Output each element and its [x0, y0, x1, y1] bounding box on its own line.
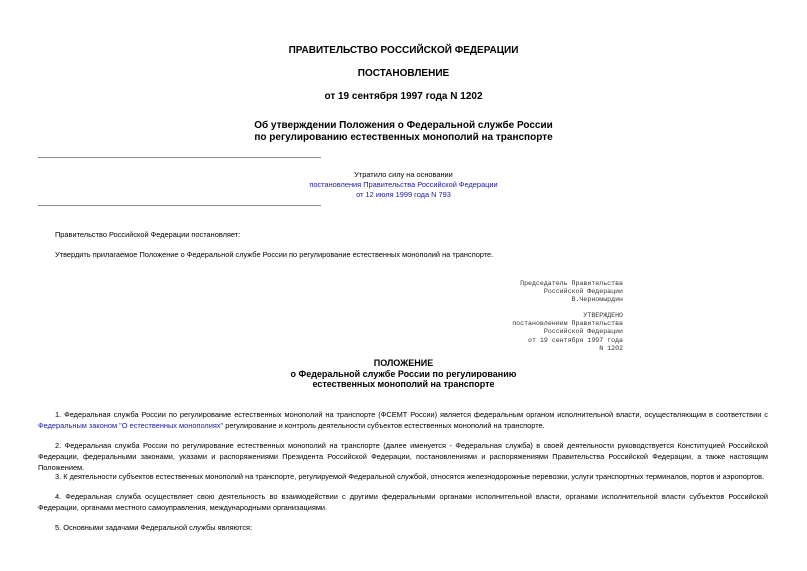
- status-divider-top: [38, 157, 321, 158]
- paragraph-3: 3. К деятельности субъектов естественных монополий на транспорте, регулируемой Федеральной службой, относятся железнодорожные перевозки, услуги транспортных терминалов, портов и аэропортов.: [55, 472, 765, 481]
- approval-line-4: от 19 сентября 1997 года: [528, 336, 623, 344]
- document-type-heading: ПОСТАНОВЛЕНИЕ: [357, 68, 450, 79]
- government-heading: ПРАВИТЕЛЬСТВО РОССИЙСКОЙ ФЕДЕРАЦИИ: [288, 45, 519, 56]
- paragraph-1: [38, 409, 768, 431]
- paragraph-1-end: регулирование и контроль деятельности субъектов естественных монополий на транспорте.: [223, 421, 545, 430]
- decision-paragraph: Утвердить прилагаемое Положение о Федеральной службе России по регулирование естественных монополий на транспорте.: [55, 250, 494, 259]
- approval-line-3: Российской Федерации: [543, 328, 623, 336]
- signature-line-2: Российской Федерации: [543, 288, 623, 296]
- federal-law-link[interactable]: Федеральным законом "О естественных монополиях": [38, 421, 224, 430]
- approval-line-1: УТВЕРЖДЕНО: [583, 312, 623, 319]
- paragraph-1-start: 1. Федеральная служба России по регулирование естественных монополий на транспорте (ФСЕМТ России) является федеральным органом исполнительной власти, осуществляющим в соответствии с: [55, 410, 768, 419]
- approval-line-5: N 1202: [599, 344, 623, 352]
- status-note-link-line-2[interactable]: от 12 июля 1999 года N 793: [356, 190, 451, 199]
- paragraph-5: 5. Основными задачами Федеральной службы являются:: [55, 523, 253, 532]
- signature-line-3: В.Черномырдин: [571, 296, 623, 304]
- approval-block: [512, 312, 623, 353]
- document-date-number: от 19 сентября 1997 года N 1202: [324, 91, 483, 102]
- intro-paragraph: Правительство Российской Федерации постановляет:: [55, 230, 241, 239]
- paragraph-4: 4. Федеральная служба осуществляет свою деятельность во взаимодействии с другими федеральными органами исполнительной власти, органами исполнительной власти субъектов Российской Федерации, органами местного самоуправления, международными организациями.: [38, 492, 768, 512]
- status-divider-bottom: [38, 205, 321, 206]
- status-note-link-line-1[interactable]: постановления Правительства Российской Федерации: [309, 180, 498, 189]
- document-title-line-1: Об утверждении Положения о Федеральной службе России: [254, 120, 553, 131]
- regulation-heading-line-2: о Федеральной службе России по регулированию: [290, 368, 517, 379]
- document-title-line-2: по регулированию естественных монополий на транспорте: [254, 132, 553, 143]
- status-note-text: Утратило силу на основании: [354, 170, 453, 179]
- regulation-heading: [0, 358, 807, 390]
- signature-block: [520, 280, 623, 305]
- paragraph-2: 2. Федеральная служба России по регулирование естественных монополий на транспорте (далее именуется - Федеральная служба) в своей деятельности руководствуется Конституцией Российской Федерации, федеральными законами, указами и распоряжениями Президента Российской Федерации, постановлениями и распоряжениями Правительства Российской Федерации, а также настоящим Положением.: [38, 441, 768, 472]
- regulation-heading-line-3: естественных монополий на транспорте: [312, 379, 495, 389]
- regulation-heading-line-1: ПОЛОЖЕНИЕ: [373, 358, 434, 368]
- signature-line-1: Председатель Правительства: [520, 280, 623, 287]
- approval-line-2: постановлением Правительства: [512, 320, 623, 328]
